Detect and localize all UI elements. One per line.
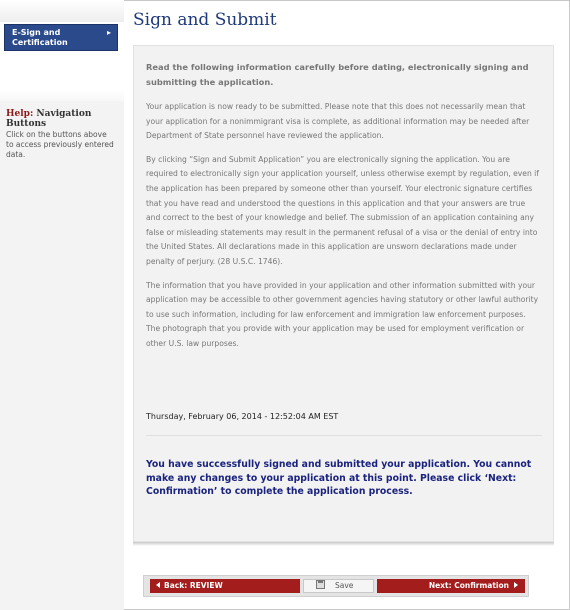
- paragraph-privacy: The information that you have provided in your application and other information submitted with your application may be accessible to other government agencies having statutory or other lawful authority to use such information, including for law enforcement and immigration law enforcement purposes. The photograph that you provide with your application may be used for employment verification or other U.S. law purposes.: [146, 280, 539, 348]
- sidebar-header: [0, 0, 124, 22]
- divider: [146, 435, 542, 436]
- sidebar: [0, 0, 124, 610]
- help-panel: [0, 101, 124, 610]
- help-title: [6, 109, 124, 129]
- content-shadow: [133, 542, 554, 546]
- back-button[interactable]: [150, 579, 300, 593]
- intro-text: Read the following information carefully before dating, electronically signing and submitting the application.: [146, 62, 529, 87]
- help-heading: Navigation Buttons: [6, 109, 92, 129]
- next-button[interactable]: [377, 579, 525, 593]
- back-button-label: Back: REVIEW: [164, 581, 223, 590]
- floppy-disk-icon: [316, 580, 325, 589]
- nav-button-label-line2: Certification: [12, 38, 68, 47]
- triangle-right-icon: [514, 582, 518, 588]
- content-panel: [133, 45, 554, 542]
- nav-button-label-line1: E-Sign and: [12, 28, 61, 37]
- paragraph-ready: Your application is now ready to be submitted. Please note that this does not necessarily mean that your application for a nonimmigrant visa is complete, as additional information may be needed after Department of State personnel have reviewed the application.: [146, 102, 530, 141]
- success-message: You have successfully signed and submitted your application. You cannot make any changes to your application at this point. Please click ‘Next: Confirmation’ to complete the application process.: [146, 459, 532, 497]
- save-button-label: Save: [335, 581, 354, 590]
- page-title: Sign and Submit: [133, 10, 277, 30]
- save-button[interactable]: [303, 579, 374, 593]
- signature-timestamp: Thursday, February 06, 2014 - 12:52:04 AM EST: [146, 412, 339, 421]
- triangle-left-icon: [156, 582, 160, 588]
- nav-button-esign-certification[interactable]: [4, 24, 118, 51]
- paragraph-signature: By clicking “Sign and Submit Application” you are electronically signing the application. You are required to electronically sign your application yourself, unless otherwise exempt by regulation, even if the application has been prepared by someone other than yourself. Your electronic signature certifies that you have read and understood the questions in this application and that your answers are true and correct to the best of your knowledge and belief. The submission of an application containing any false or misleading statements may result in the permanent refusal of a visa or the denial of entry into the United States. All declarations made in this application are unsworn declarations made under penalty of perjury. (28 U.S.C. 1746).: [146, 154, 539, 266]
- help-text: Click on the buttons above to access previously entered data.: [6, 130, 114, 159]
- chevron-right-icon: ▸: [106, 28, 111, 37]
- help-label: Help:: [6, 109, 34, 119]
- next-button-label: Next: Confirmation: [428, 581, 509, 590]
